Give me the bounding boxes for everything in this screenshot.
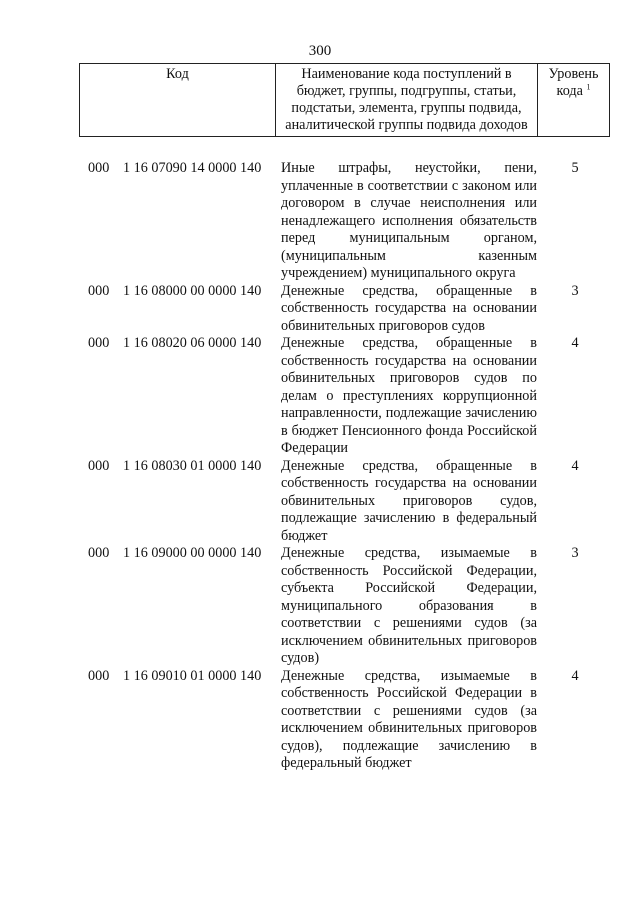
row-level: 3 bbox=[571, 545, 579, 561]
row-name: Денежные средства, изымаемые в собственность Российской Федерации, субъекта Российской Федерации, муниципального образования в соответствии с решениями судов (за исключением обвинительных приговоров судов) bbox=[281, 545, 537, 666]
row-admin-code: 000 bbox=[88, 545, 110, 561]
header-code: Код bbox=[80, 64, 276, 136]
row-admin-code: 000 bbox=[88, 667, 110, 684]
row-admin-code: 000 bbox=[88, 160, 110, 176]
row-income-code: 1 16 09000 00 0000 140 bbox=[123, 545, 262, 561]
header-level-line1: Уровень bbox=[548, 66, 599, 82]
header-level-footnote: 1 bbox=[586, 82, 591, 92]
row-income-code: 1 16 08020 06 0000 140 bbox=[123, 335, 262, 351]
row-level: 4 bbox=[571, 457, 579, 474]
row-name: Денежные средства, обращенные в собственность государства на основании обвинительных приговоров судов, подлежащие зачислению в федеральный бюджет bbox=[281, 457, 537, 544]
table-row bbox=[0, 283, 640, 336]
row-level: 4 bbox=[571, 335, 579, 351]
row-level: 4 bbox=[571, 667, 579, 684]
table-row bbox=[0, 545, 640, 668]
row-name: Иные штрафы, неустойки, пени, уплаченные в соответствии с законом или договором в случае неисполнения или ненадлежащего исполнения обязательств перед муниципальным органом, (муниципальным казенным учреждением) муниципального округа bbox=[281, 160, 537, 281]
row-income-code: 1 16 07090 14 0000 140 bbox=[123, 160, 262, 176]
row-name: Денежные средства, изымаемые в собственность Российской Федерации в соответствии с решениями судов (за исключением обвинительных приговоров судов), подлежащие зачислению в федеральный бюджет bbox=[281, 667, 537, 771]
row-level: 3 bbox=[571, 282, 579, 299]
row-name: Денежные средства, обращенные в собственность государства на основании обвинительных приговоров судов bbox=[281, 282, 537, 334]
row-name: Денежные средства, обращенные в собственность государства на основании обвинительных приговоров судов по делам о преступлениях коррупционной направленности, подлежащие зачислению в бюджет Пенсионного фонда Российской Федерации bbox=[281, 335, 537, 456]
row-admin-code: 000 bbox=[88, 335, 110, 351]
row-income-code: 1 16 08000 00 0000 140 bbox=[123, 282, 262, 299]
table-header bbox=[79, 63, 610, 137]
header-name: Наименование кода поступлений в бюджет, группы, подгруппы, статьи, подстатьи, элемента, группы подвида, аналитической группы подвида доходов bbox=[276, 64, 538, 136]
table-row bbox=[0, 160, 640, 283]
page-number: 300 bbox=[308, 43, 332, 59]
row-admin-code: 000 bbox=[88, 282, 110, 299]
row-level: 5 bbox=[571, 160, 579, 176]
row-income-code: 1 16 08030 01 0000 140 bbox=[123, 457, 262, 474]
table-row bbox=[0, 335, 640, 458]
header-level-line2: кода bbox=[556, 83, 583, 99]
row-admin-code: 000 bbox=[88, 457, 110, 474]
table-body bbox=[0, 160, 640, 773]
table-row bbox=[0, 668, 640, 773]
header-level bbox=[538, 64, 609, 136]
table-row bbox=[0, 458, 640, 546]
row-income-code: 1 16 09010 01 0000 140 bbox=[123, 667, 262, 684]
